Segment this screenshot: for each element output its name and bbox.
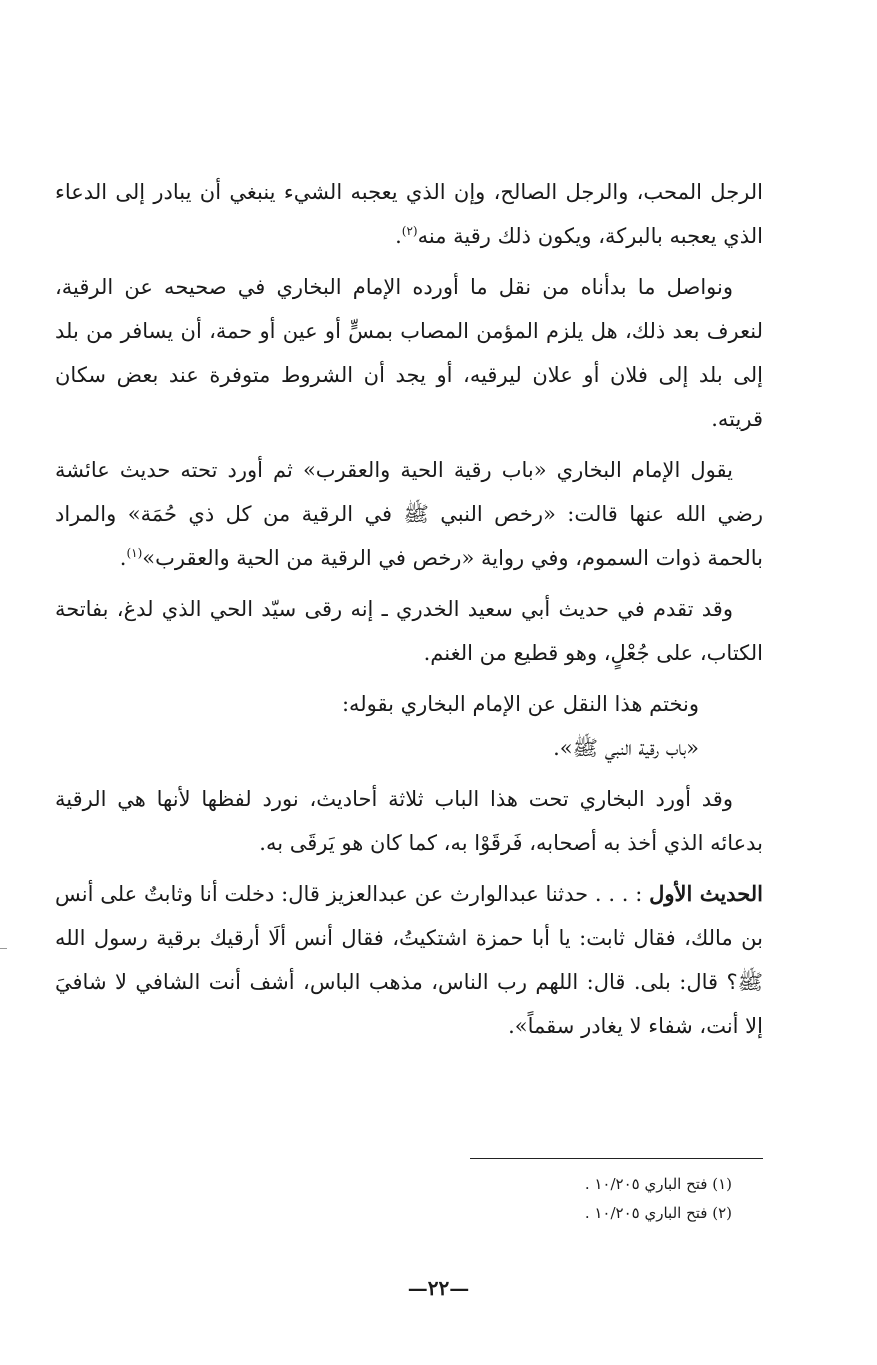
- hadith-paragraph: [55, 872, 763, 1048]
- hadith-text: : . . . حدثنا عبدالوارث عن عبدالعزيز قال: دخلت أنا وثابتٌ على أنس بن مالك، فقال ثابت: يا أبا حمزة اشتكيتُ، فقال أنس ألَا أرقيك برقية رسول الله ﷺ؟ قال: بلى. قال: اللهم رب الناس، مذهب الباس، أشف أنت الشافي لا شافيَ إلا أنت، شفاء لا يغادر سقماً».: [55, 882, 763, 1038]
- paragraph-1: الرجل المحب، والرجل الصالح، وإن الذي يعجبه الشيء ينبغي أن يبادر إلى الدعاء الذي يعجبه بالبركة، ويكون ذلك رقية منه$^{(٢)}$.: [55, 180, 763, 248]
- margin-mark: [0, 948, 7, 949]
- footnotes: [470, 1170, 732, 1228]
- paragraph-3: يقول الإمام البخاري «باب رقية الحية والعقرب» ثم أورد تحته حديث عائشة رضي الله عنها قالت: «رخص النبي ﷺ في الرقية من كل ذي حُمَة» والمراد بالحمة ذوات السموم، وفي رواية «رخص في الرقية من الحية والعقرب»$^{(١)}$.: [55, 458, 763, 570]
- page-number: —٢٢—: [407, 1276, 470, 1300]
- paragraph-6: وقد أورد البخاري تحت هذا الباب ثلاثة أحاديث، نورد لفظها لأنها هي الرقية بدعائه الذي أخذ به أصحابه، فَرقَوْا به، كما كان هو يَرقَى به.: [55, 787, 763, 855]
- footnote-ref-1[interactable]: (١): [126, 546, 143, 560]
- footnote-1: (١) فتح الباري ١٠/٢٠٥ .: [584, 1175, 732, 1193]
- hadith-lead: الحديث الأول: [649, 881, 763, 906]
- main-text: [55, 170, 763, 1055]
- chapter-quote: «باب رقية النبي ﷺ».: [553, 736, 699, 760]
- footnote-divider: [470, 1158, 763, 1159]
- footnote-2: (٢) فتح الباري ١٠/٢٠٥ .: [584, 1204, 732, 1222]
- footnote-ref-2[interactable]: (٢): [401, 224, 418, 238]
- paragraph-5: ونختم هذا النقل عن الإمام البخاري بقوله:: [341, 692, 699, 716]
- paragraph-2: ونواصل ما بدأناه من نقل ما أورده الإمام البخاري في صحيحه عن الرقية، لنعرف بعد ذلك، هل يلزم المؤمن المصاب بمسٍّ أو عين أو حمة، أن يسافر من بلد إلى بلد إلى فلان أو علان ليرقيه، أو يجد أن الشروط متوفرة عند بعض سكان قريته.: [55, 275, 763, 431]
- paragraph-4: وقد تقدم في حديث أبي سعيد الخدري ـ إنه رقى سيّد الحي الذي لدغ، بفاتحة الكتاب، على جُعْلٍ، وهو قطيع من الغنم.: [55, 597, 763, 665]
